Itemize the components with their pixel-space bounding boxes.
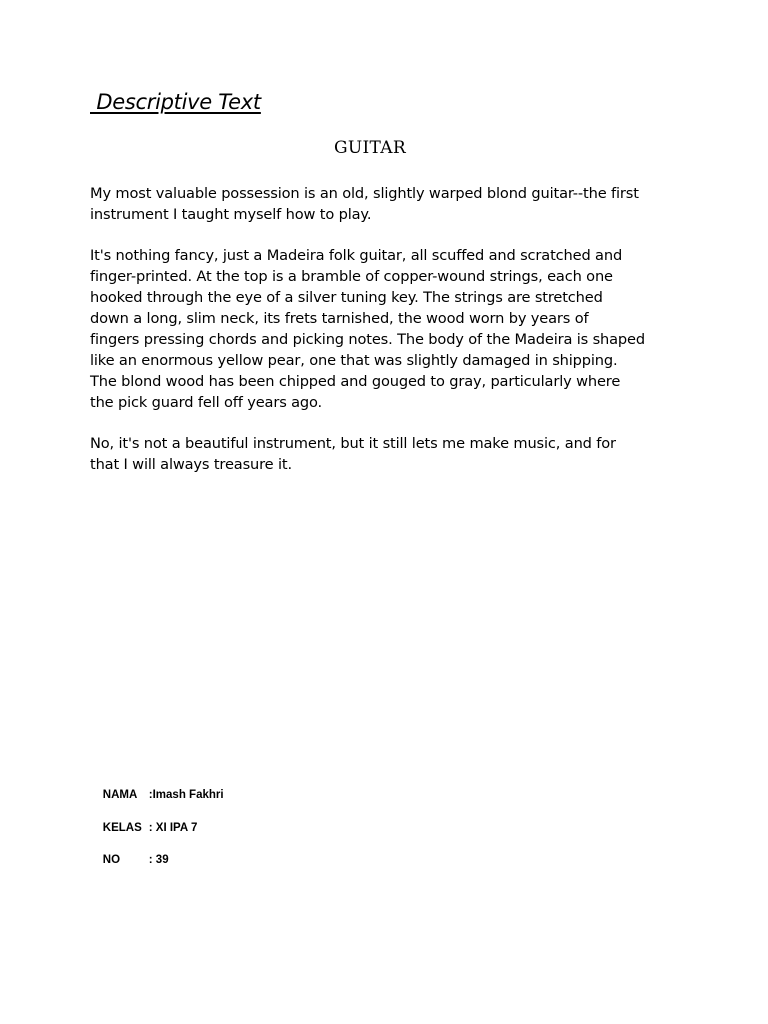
text-line: fingers pressing chords and picking notes. The body of the Madeira is shaped bbox=[90, 331, 645, 348]
text-line: finger-printed. At the top is a bramble of copper-wound strings, each one bbox=[90, 268, 613, 285]
text-line: My most valuable possession is an old, slightly warped blond guitar--the first bbox=[90, 185, 639, 202]
paragraph-intro bbox=[90, 183, 690, 225]
paragraph-description bbox=[90, 245, 690, 413]
text-line: It's nothing fancy, just a Madeira folk guitar, all scuffed and scratched and bbox=[90, 247, 623, 264]
text-line: that I will always treasure it. bbox=[90, 456, 292, 473]
student-number-row bbox=[90, 842, 169, 878]
document-title: GUITAR bbox=[334, 138, 406, 158]
document-heading: Descriptive Text bbox=[90, 90, 261, 114]
student-class-label: KELAS bbox=[102, 822, 142, 834]
student-number-label: NO bbox=[102, 854, 121, 866]
text-line: the pick guard fell off years ago. bbox=[90, 394, 323, 411]
student-class-value: : XI IPA 7 bbox=[148, 822, 198, 834]
student-class-row bbox=[90, 810, 197, 846]
student-name-value: :Imash Fakhri bbox=[148, 789, 224, 801]
paragraph-conclusion bbox=[90, 433, 690, 475]
text-line: The blond wood has been chipped and gouged to gray, particularly where bbox=[90, 373, 621, 390]
text-line: hooked through the eye of a silver tuning key. The strings are stretched bbox=[90, 289, 603, 306]
student-name-row bbox=[90, 777, 224, 813]
student-name-label: NAMA bbox=[102, 789, 138, 801]
text-line: instrument I taught myself how to play. bbox=[90, 206, 372, 223]
text-line: like an enormous yellow pear, one that was slightly damaged in shipping. bbox=[90, 352, 618, 369]
text-line: No, it's not a beautiful instrument, but it still lets me make music, and for bbox=[90, 435, 616, 452]
text-line: down a long, slim neck, its frets tarnished, the wood worn by years of bbox=[90, 310, 589, 327]
student-number-value: : 39 bbox=[148, 854, 169, 866]
